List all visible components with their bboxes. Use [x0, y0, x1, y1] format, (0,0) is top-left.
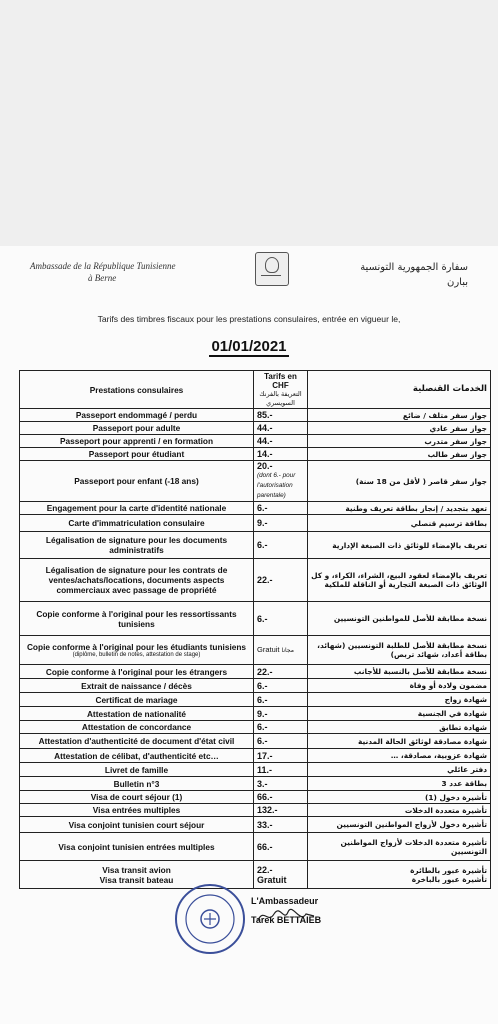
- service-fr-text: Attestation d'authenticité de document d'état civil: [38, 736, 235, 746]
- price-value: 14.-: [257, 449, 273, 459]
- service-fr-text: Visa conjoint tunisien court séjour: [68, 819, 205, 830]
- price-value: 33.-: [257, 819, 273, 830]
- service-ar: [308, 707, 491, 721]
- price-value: 6.-: [257, 694, 268, 705]
- service-fr-text: Légalisation de signature pour les contrats de ventes/achats/locations, documents aspects commerciaux avec passage de propriété: [45, 565, 228, 595]
- service-fr: [20, 559, 254, 602]
- service-fr-text: Attestation de concordance: [81, 722, 192, 732]
- service-ar: [308, 804, 491, 817]
- service-ar-text: بطاقة عدد 3: [441, 779, 487, 788]
- header-fr: Prestations consulaires: [20, 371, 254, 409]
- service-ar: [308, 502, 491, 515]
- service-ar: [308, 777, 491, 791]
- service-fr: [20, 602, 254, 636]
- service-ar: [308, 693, 491, 707]
- service-ar-text: تأشيرة عبور بالطائرة: [410, 865, 487, 875]
- embassy-name-fr: Ambassade de la République Tunisienne: [30, 261, 176, 271]
- header-ar: الخدمات القنصلية: [308, 371, 491, 409]
- header-price-fr: Tarifs en CHF: [264, 371, 297, 390]
- service-fr-text: Visa conjoint tunisien entrées multiples: [58, 841, 215, 852]
- service-fr: [20, 833, 254, 861]
- table-row: [20, 435, 491, 448]
- table-row: [20, 777, 491, 791]
- service-fr: [20, 777, 254, 791]
- service-ar: [308, 602, 491, 636]
- service-price: [254, 791, 308, 804]
- table-row: [20, 817, 491, 833]
- service-ar: [308, 791, 491, 804]
- price-value: Gratuit: [257, 644, 280, 654]
- effective-date: [0, 338, 498, 355]
- price-value: 85.-: [257, 410, 273, 420]
- service-price: [254, 817, 308, 833]
- service-price: [254, 448, 308, 461]
- service-fr-text: Passeport pour adulte: [92, 423, 181, 433]
- service-fr-text-2: Visa transit bateau: [99, 874, 174, 885]
- table-row: [20, 502, 491, 515]
- service-fr: [20, 461, 254, 502]
- service-ar: [308, 409, 491, 422]
- service-price: [254, 665, 308, 679]
- service-ar: [308, 817, 491, 833]
- service-price: [254, 749, 308, 763]
- price-value: 66.-: [257, 792, 273, 802]
- price-value: 44.-: [257, 436, 273, 446]
- service-fr: [20, 721, 254, 734]
- service-fr: [20, 435, 254, 448]
- service-ar-text: بطاقة ترسيم قنصلي: [410, 518, 487, 528]
- service-price: [254, 502, 308, 515]
- service-fr: [20, 422, 254, 435]
- table-row: [20, 448, 491, 461]
- price-value: 17.-: [257, 750, 273, 761]
- service-price: [254, 721, 308, 734]
- table-row: [20, 602, 491, 636]
- table-row: [20, 559, 491, 602]
- table-row: [20, 515, 491, 532]
- service-ar-text: شهادة في الجنسية: [417, 709, 487, 718]
- service-fr-text: Livret de famille: [104, 764, 169, 775]
- header-price: [254, 371, 308, 409]
- price-value: 6.-: [257, 503, 268, 513]
- service-fr: [20, 707, 254, 721]
- service-ar: [308, 422, 491, 435]
- price-value: 22.-: [257, 666, 273, 677]
- service-fr: [20, 665, 254, 679]
- service-ar-text: شهادة زواج: [444, 695, 487, 704]
- table-row: [20, 721, 491, 734]
- service-ar: [308, 532, 491, 559]
- table-row: [20, 532, 491, 559]
- service-ar: [308, 461, 491, 502]
- service-ar: [308, 665, 491, 679]
- service-fr: [20, 636, 254, 665]
- embassy-city-fr: à Berne: [88, 273, 117, 283]
- table-body: [20, 409, 491, 889]
- service-ar-text: جواز سفر قاصر ( لأقل من 18 سنة): [355, 476, 487, 486]
- service-ar-text: شهادة مصادقة لوثائق الحالة المدنية: [358, 736, 487, 746]
- service-fr-text: Passeport pour apprenti / en formation: [59, 436, 214, 446]
- service-price: [254, 422, 308, 435]
- service-price: [254, 532, 308, 559]
- service-fr-text: Attestation de nationalité: [86, 708, 187, 719]
- embassy-city-ar: ببارن: [446, 277, 468, 288]
- service-price: [254, 409, 308, 422]
- service-price: [254, 636, 308, 665]
- service-ar-text: تأشيرة دخول (1): [424, 792, 487, 802]
- service-ar-text: جواز سفر عادي: [429, 423, 487, 433]
- service-ar: [308, 679, 491, 693]
- service-price: [254, 693, 308, 707]
- handwritten-signature: [256, 906, 316, 926]
- service-fr: [20, 763, 254, 777]
- table-row: [20, 409, 491, 422]
- table-header-row: [20, 371, 491, 409]
- tariff-table: [19, 370, 491, 889]
- service-fr-text: Certificat de mariage: [95, 694, 178, 705]
- service-ar: [308, 734, 491, 749]
- service-fr: [20, 502, 254, 515]
- price-value: 22.-: [257, 864, 273, 875]
- service-fr-text: Copie conforme à l'original pour les étrangers: [45, 666, 228, 677]
- embassy-header-fr: [30, 260, 175, 284]
- service-fr-text: Bulletin n°3: [113, 778, 160, 789]
- service-ar-text: نسخة مطابقة للأصل للمواطنين التونسيين: [333, 614, 487, 623]
- price-value: 9.-: [257, 708, 268, 719]
- service-ar-text: دفتر عائلي: [447, 765, 487, 774]
- price-value: 6.-: [257, 540, 268, 550]
- service-fr-text: Extrait de naissance / décès: [81, 680, 192, 691]
- service-ar-text: نسخة مطابقة للأصل بالنسبة للأجانب: [353, 667, 487, 676]
- table-row: [20, 763, 491, 777]
- price-value: 6.-: [257, 736, 268, 746]
- service-fr: [20, 693, 254, 707]
- table-row: [20, 461, 491, 502]
- service-ar: [308, 749, 491, 763]
- service-ar: [308, 861, 491, 889]
- service-fr-text: Passeport endommagé / perdu: [75, 410, 198, 420]
- price-value: 9.-: [257, 518, 268, 528]
- service-ar-text: تعريف بالإمضاء للوثائق ذات الصبغة الإدارية: [332, 540, 487, 550]
- service-fr-note: (diplôme, bulletin de notes, attestation de stage): [72, 651, 201, 658]
- service-fr-text: Légalisation de signature pour les documents administratifs: [45, 535, 228, 555]
- table-row: [20, 679, 491, 693]
- service-ar: [308, 448, 491, 461]
- service-price: [254, 602, 308, 636]
- table-row: [20, 804, 491, 817]
- price-value: 20.-: [257, 461, 273, 471]
- service-price: [254, 461, 308, 502]
- document-page: [0, 246, 498, 1024]
- service-fr-text: Visa transit avion: [102, 864, 171, 875]
- service-fr: [20, 791, 254, 804]
- service-ar-text: جواز سفر طالب: [427, 449, 487, 459]
- official-stamp-icon: [173, 882, 247, 956]
- service-price: [254, 515, 308, 532]
- service-fr: [20, 749, 254, 763]
- service-fr-text: Passeport pour enfant (-18 ans): [74, 476, 199, 486]
- price-value: 11.-: [257, 764, 273, 775]
- service-fr-text: Passeport pour étudiant: [88, 449, 185, 459]
- service-fr: [20, 532, 254, 559]
- price-value: 6.-: [257, 722, 268, 732]
- service-fr: [20, 409, 254, 422]
- service-ar-text: تأشيرة متعددة الدخلات: [404, 805, 487, 815]
- service-ar-text: تعهد بتجديد / إنجاز بطاقة تعريف وطنية: [345, 503, 487, 513]
- table-row: [20, 693, 491, 707]
- service-ar-text: تأشيرة دخول لأزواج المواطنين التونسيين: [336, 820, 487, 829]
- service-ar-text: نسخة مطابقة للأصل للطلبة التونسيين (شهائد، بطاقة أعداد، شهائد تربص): [317, 641, 487, 659]
- price-value: 22.-: [257, 575, 273, 585]
- service-fr-text: Attestation de célibat, d'authenticité etc…: [54, 750, 219, 761]
- price-value-ar: مجانا: [281, 646, 294, 654]
- tunisia-emblem-icon: [255, 252, 289, 286]
- service-fr: [20, 804, 254, 817]
- table-row: [20, 749, 491, 763]
- service-ar-text: شهادة تطابق: [439, 722, 487, 732]
- service-ar: [308, 515, 491, 532]
- service-price: [254, 734, 308, 749]
- service-price: [254, 559, 308, 602]
- service-ar-text: جواز سفر متلف / ضائع: [402, 410, 487, 420]
- table-row: [20, 665, 491, 679]
- price-value: 44.-: [257, 423, 273, 433]
- price-value: 3.-: [257, 778, 268, 789]
- header-price-ar: التعريفة بالفرنك السويسري: [259, 389, 302, 407]
- table-row: [20, 861, 491, 889]
- service-fr: [20, 679, 254, 693]
- price-wrap: [257, 645, 304, 656]
- service-fr-text: Copie conforme à l'original pour les ressortissants tunisiens: [36, 608, 237, 629]
- service-ar: [308, 435, 491, 448]
- service-ar: [308, 763, 491, 777]
- price-value: 132.-: [257, 805, 278, 815]
- price-note: (dont 6.- pour l'autorisation parentale): [257, 472, 296, 499]
- price-value: 66.-: [257, 841, 273, 852]
- service-fr-text: Copie conforme à l'original pour les étudiants tunisiens: [26, 641, 247, 652]
- service-ar-text: تأشيرة متعددة الدخلات لأزواج المواطنين التونسيين: [340, 837, 487, 856]
- date-value: 01/01/2021: [211, 338, 287, 355]
- service-fr: [20, 515, 254, 532]
- service-fr: [20, 734, 254, 749]
- service-ar: [308, 559, 491, 602]
- service-price: [254, 833, 308, 861]
- service-price: [254, 777, 308, 791]
- service-price: [254, 804, 308, 817]
- service-fr: [20, 448, 254, 461]
- table-row: [20, 636, 491, 665]
- service-ar-text-2: تأشيرة عبور بالباخرة: [411, 874, 487, 884]
- table-row: [20, 791, 491, 804]
- service-fr-text: Carte d'immatriculation consulaire: [68, 518, 205, 528]
- service-price: [254, 679, 308, 693]
- service-fr-text: Visa de court séjour (1): [90, 792, 183, 802]
- service-ar-text: جواز سفر متدرب: [424, 436, 487, 446]
- service-ar: [308, 833, 491, 861]
- service-price: [254, 435, 308, 448]
- table-row: [20, 734, 491, 749]
- price-value-2: Gratuit: [257, 874, 287, 885]
- service-price: [254, 707, 308, 721]
- service-fr-text: Visa entrées multiples: [92, 805, 181, 815]
- signatory-title: L'Ambassadeur: [251, 896, 319, 906]
- service-price: [254, 861, 308, 889]
- service-ar: [308, 721, 491, 734]
- service-ar-text: شهادة عزوبية، مصادقة، …: [390, 751, 487, 760]
- intro-text: Tarifs des timbres fiscaux pour les prestations consulaires, entrée en vigueur le,: [97, 314, 401, 324]
- price-value: 6.-: [257, 680, 268, 691]
- service-ar: [308, 636, 491, 665]
- table-row: [20, 422, 491, 435]
- service-ar-text: مضمون ولادة أو وفاة: [409, 681, 487, 690]
- table-row: [20, 833, 491, 861]
- price-value: 6.-: [257, 613, 268, 624]
- service-fr-text: Engagement pour la carte d'identité nationale: [46, 503, 227, 513]
- service-price: [254, 763, 308, 777]
- signatory-name: Tarek BETTAIEB: [251, 915, 322, 925]
- table-row: [20, 707, 491, 721]
- embassy-name-ar: سفارة الجمهورية التونسية: [360, 262, 468, 273]
- service-ar-text: تعريف بالإمضاء لعقود البيع، الشراء، الكراء، و كل الوثائق ذات الصبغة التجارية أو الناقلة للملكية: [311, 571, 487, 589]
- blank-area: [0, 0, 498, 246]
- service-fr: [20, 817, 254, 833]
- embassy-header-ar: [360, 260, 468, 290]
